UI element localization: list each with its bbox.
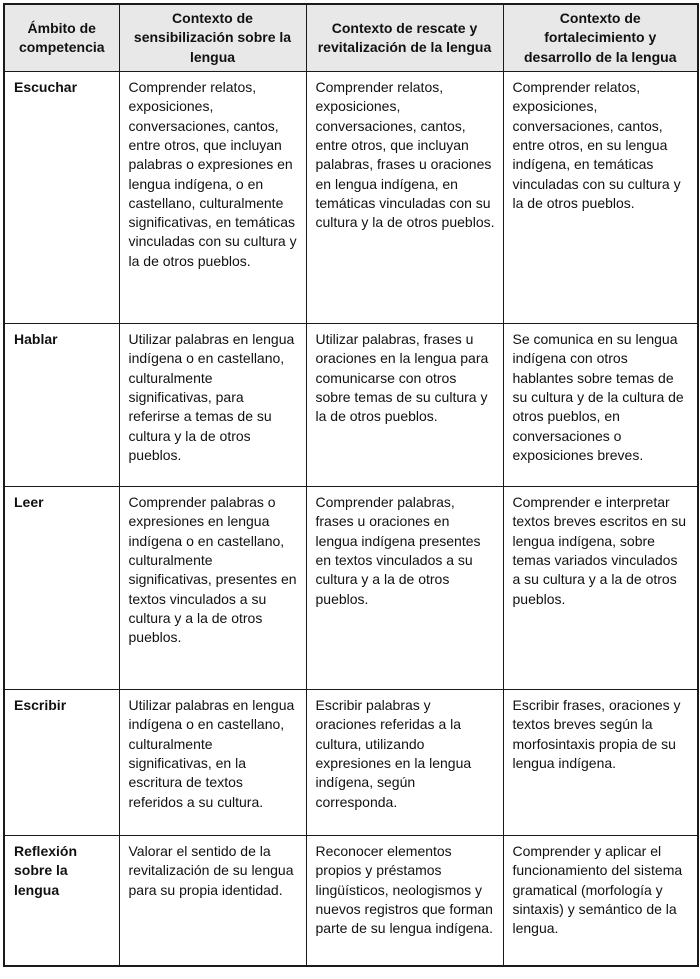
- cell-escuchar-rescate: Comprender relatos, exposiciones, conversaciones, cantos, entre otros, que incluyan palabras, frases u oraciones en lengua indígena, en temáticas vinculadas con su cultura y la de otros pueblos.: [306, 71, 503, 323]
- cell-escuchar-sensibilizacion: Comprender relatos, exposiciones, conversaciones, cantos, entre otros, que incluyan palabras o expresiones en lengua indígena, o en castellano, culturalmente significativas, en temáticas vinculadas con su cultura y la de otros pueblos.: [119, 71, 306, 323]
- row-label-escribir: Escribir: [4, 689, 119, 835]
- cell-escuchar-fortalecimiento: Comprender relatos, exposiciones, conversaciones, cantos, entre otros, en su lengua indígena, en temáticas vinculadas con su cultura y la de otros pueblos.: [503, 71, 698, 323]
- competencias-table: [3, 3, 699, 967]
- cell-leer-sensibilizacion: Comprender palabras o expresiones en lengua indígena o en castellano, culturalmente significativas, presentes en textos vinculados a su cultura y a la de otros pueblos.: [119, 486, 306, 689]
- row-label-escuchar: Escuchar: [4, 71, 119, 323]
- cell-reflexion-sensibilizacion: Valorar el sentido de la revitalización de su lengua para su propia identidad.: [119, 835, 306, 966]
- cell-hablar-rescate: Utilizar palabras, frases u oraciones en la lengua para comunicarse con otros sobre temas de su cultura y la de otros pueblos.: [306, 323, 503, 486]
- cell-hablar-sensibilizacion: Utilizar palabras en lengua indígena o en castellano, culturalmente significativas, para referirse a temas de su cultura y la de otros pueblos.: [119, 323, 306, 486]
- cell-escribir-rescate: Escribir palabras y oraciones referidas a la cultura, utilizando expresiones en la lengua indígena, según corresponda.: [306, 689, 503, 835]
- header-row: [4, 4, 698, 71]
- header-cell-sensibilizacion: Contexto de sensibilización sobre la lengua: [119, 4, 306, 71]
- table-row-reflexion: [4, 835, 698, 966]
- header-cell-rescate: Contexto de rescate y revitalización de la lengua: [306, 4, 503, 71]
- table-row-leer: [4, 486, 698, 689]
- cell-hablar-fortalecimiento: Se comunica en su lengua indígena con otros hablantes sobre temas de su cultura y de la cultura de otros pueblos, en conversaciones o exposiciones breves.: [503, 323, 698, 486]
- header-cell-fortalecimiento: Contexto de fortalecimiento y desarrollo de la lengua: [503, 4, 698, 71]
- table-row-hablar: [4, 323, 698, 486]
- table-row-escuchar: [4, 71, 698, 323]
- header-cell-ambito: Ámbito de competencia: [4, 4, 119, 71]
- row-label-reflexion: Reflexión sobre la lengua: [4, 835, 119, 966]
- row-label-hablar: Hablar: [4, 323, 119, 486]
- cell-leer-fortalecimiento: Comprender e interpretar textos breves escritos en su lengua indígena, sobre temas variados vinculados a su cultura y a la de otros pueblos.: [503, 486, 698, 689]
- cell-escribir-fortalecimiento: Escribir frases, oraciones y textos breves según la morfosintaxis propia de su lengua indígena.: [503, 689, 698, 835]
- row-label-leer: Leer: [4, 486, 119, 689]
- cell-escribir-sensibilizacion: Utilizar palabras en lengua indígena o en castellano, culturalmente significativas, en la escritura de textos referidos a su cultura.: [119, 689, 306, 835]
- cell-leer-rescate: Comprender palabras, frases u oraciones en lengua indígena presentes en textos vinculados a su cultura y a la de otros pueblos.: [306, 486, 503, 689]
- cell-reflexion-rescate: Reconocer elementos propios y préstamos lingüísticos, neologismos y nuevos registros que forman parte de su lengua indígena.: [306, 835, 503, 966]
- cell-reflexion-fortalecimiento: Comprender y aplicar el funcionamiento del sistema gramatical (morfología y sintaxis) y semántico de la lengua.: [503, 835, 698, 966]
- table-row-escribir: [4, 689, 698, 835]
